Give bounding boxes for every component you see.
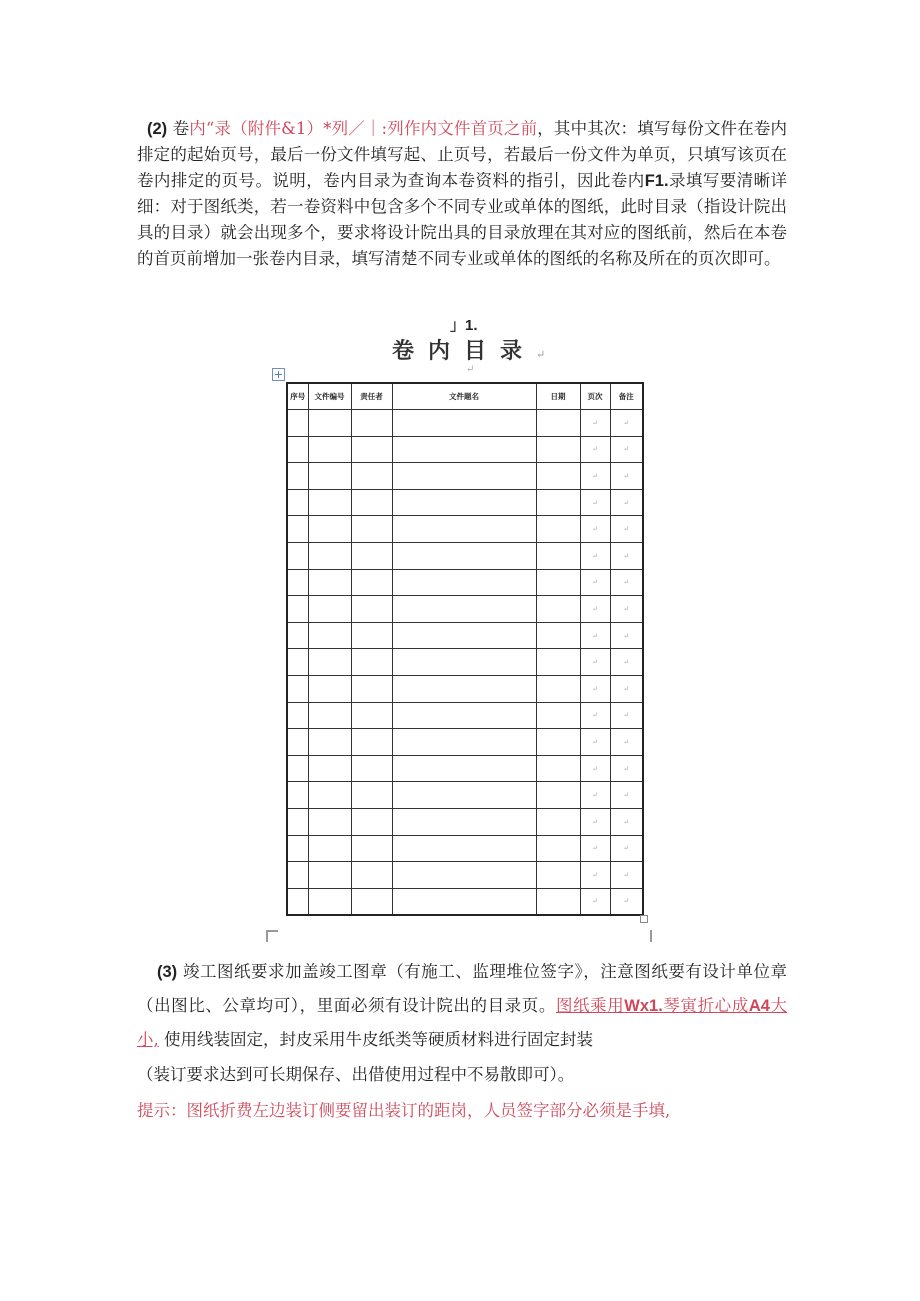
table-cell [287, 436, 308, 463]
table-cell [536, 675, 580, 702]
table-row [287, 436, 643, 463]
table-cell [392, 755, 536, 782]
binding-note: （装订要求达到可长期保存、出借使用过程中不易散即可）。 [137, 1065, 575, 1084]
table-row [287, 622, 643, 649]
column-header: 备注 [610, 383, 643, 410]
table-cell [287, 782, 308, 809]
table-cell [392, 675, 536, 702]
table-cell: ↵ [580, 729, 610, 756]
table-row [287, 410, 643, 437]
table-cell [536, 489, 580, 516]
table-cell [536, 782, 580, 809]
column-header: 序号 [287, 383, 308, 410]
table-cell [351, 808, 392, 835]
table-cell: ↵ [610, 808, 643, 835]
table-cell [392, 862, 536, 889]
table-cell [308, 782, 351, 809]
table-cell [287, 463, 308, 490]
table-cell [536, 835, 580, 862]
table-cell: ↵ [580, 649, 610, 676]
table-cell: ↵ [610, 596, 643, 623]
table-cell [351, 755, 392, 782]
table-cell [351, 596, 392, 623]
table-cell [392, 489, 536, 516]
table-cell [392, 702, 536, 729]
table-cell [392, 649, 536, 676]
table-cell: ↵ [580, 410, 610, 437]
table-cell [308, 463, 351, 490]
table-cell [351, 888, 392, 915]
table-cell [392, 782, 536, 809]
section-2-paragraph [137, 116, 787, 272]
table-row [287, 569, 643, 596]
section-3-number: (3) [157, 963, 178, 981]
table-cell: ↵ [580, 622, 610, 649]
catalog-table [286, 382, 644, 916]
section-3-red-text-2: 琴寅折心成 [662, 996, 749, 1015]
table-row [287, 808, 643, 835]
table-cell [308, 649, 351, 676]
table-cell: ↵ [610, 649, 643, 676]
table-cell [351, 862, 392, 889]
table-cell [287, 808, 308, 835]
table-cell [392, 569, 536, 596]
table-cell [392, 622, 536, 649]
section-3-red-code-2: A4 [748, 997, 770, 1015]
table-cell [308, 835, 351, 862]
table-resize-handle[interactable] [640, 915, 648, 923]
table-cell [308, 542, 351, 569]
table-cell [536, 649, 580, 676]
table-cell [351, 463, 392, 490]
table-cell [287, 888, 308, 915]
table-cell [536, 862, 580, 889]
table-cell [287, 542, 308, 569]
table-row [287, 755, 643, 782]
table-move-handle-icon[interactable]: + [273, 368, 284, 381]
table-cell [392, 542, 536, 569]
table-cell [308, 436, 351, 463]
table-cell [351, 649, 392, 676]
table-cell: ↵ [610, 410, 643, 437]
table-cell [536, 755, 580, 782]
table-cell [351, 516, 392, 543]
table-cell [308, 675, 351, 702]
table-cell: ↵ [610, 755, 643, 782]
table-cell [392, 835, 536, 862]
table-cell [392, 596, 536, 623]
table-cell [287, 729, 308, 756]
table-cell: ↵ [610, 729, 643, 756]
table-cell [308, 808, 351, 835]
table-cell: ↵ [580, 782, 610, 809]
table-cell [308, 516, 351, 543]
table-cell [536, 729, 580, 756]
section-2-red-text: 内“录（附件&1）*列／｜:列作内文件首页之前 [189, 119, 538, 138]
table-cell [351, 622, 392, 649]
table-cell [392, 463, 536, 490]
section-2-tail: 录填写要清晰详细：对于图纸类，若一卷资料中包含多个不同专业或单体的图纸，此时目录（指设计院出具的目录）就会出现多个，要求将设计院出具的目录放理在其对应的图纸前，然后在本卷的首页前增加一张卷内目录，填写清楚不同专业或单体的图纸的名称及所在的页次即可。 [137, 171, 788, 268]
table-cell: ↵ [580, 489, 610, 516]
table-cell [392, 729, 536, 756]
table-cell [536, 622, 580, 649]
table-row [287, 463, 643, 490]
table-cell: ↵ [610, 436, 643, 463]
table-cell [351, 702, 392, 729]
table-cell: ↵ [610, 463, 643, 490]
table-cell [392, 808, 536, 835]
section-2-code: F1. [644, 172, 669, 190]
table-cell: ↵ [580, 516, 610, 543]
table-body [287, 410, 643, 916]
table-cell [351, 675, 392, 702]
figure-catalog [262, 312, 656, 944]
table-cell [287, 755, 308, 782]
table-cell: ↵ [580, 702, 610, 729]
section-3-text: 竣工图纸要求加盖竣工图章（有施工、监理堆位签字》，注意图纸要有设计单位章（出图比、公章均可），里面必须有设计院出的目录页。 [137, 962, 787, 1015]
table-cell [287, 410, 308, 437]
table-row [287, 729, 643, 756]
column-header: 页次 [580, 383, 610, 410]
table-cell [351, 782, 392, 809]
tip-text: 提示：图纸折费左边装订侧要留出装订的距岗，人员签字部分必须是手填, [137, 1101, 671, 1120]
table-cell: ↵ [610, 862, 643, 889]
table-row [287, 596, 643, 623]
table-header-row [287, 383, 643, 410]
section-2-body: ，其中其次：填写每份文件在卷内排定的起始页号，最后一份文件填写起、止页号，若最后一份文件为单页，只填写该页在卷内排定的页号。说明，卷内目录为查询本卷资料的指引，因此卷内 [137, 119, 788, 190]
table-cell [308, 888, 351, 915]
table-cell [308, 622, 351, 649]
table-cell [308, 755, 351, 782]
table-cell [351, 410, 392, 437]
table-cell [392, 410, 536, 437]
table-row [287, 542, 643, 569]
table-cell [536, 569, 580, 596]
table-cell: ↵ [580, 675, 610, 702]
table-cell: ↵ [610, 888, 643, 915]
table-cell [392, 888, 536, 915]
table-cell [287, 569, 308, 596]
section-2-lead: 卷 [167, 119, 190, 138]
table-cell [351, 436, 392, 463]
column-header: 文件编号 [308, 383, 351, 410]
table-cell [536, 542, 580, 569]
table-cell: ↵ [580, 542, 610, 569]
table-cell [287, 649, 308, 676]
table-cell: ↵ [580, 596, 610, 623]
table-row [287, 516, 643, 543]
table-cell [287, 596, 308, 623]
table-cell: ↵ [580, 755, 610, 782]
table-row [287, 649, 643, 676]
table-cell [392, 516, 536, 543]
table-row [287, 675, 643, 702]
table-cell [308, 410, 351, 437]
table-cell [536, 516, 580, 543]
table-row [287, 862, 643, 889]
table-cell [287, 675, 308, 702]
table-cell: ↵ [610, 489, 643, 516]
table-cell [536, 888, 580, 915]
table-row [287, 489, 643, 516]
table-cell [287, 489, 308, 516]
figure-title-text: 卷内目录 [392, 338, 537, 364]
table-cell [351, 569, 392, 596]
table-cell [287, 862, 308, 889]
table-cell: ↵ [580, 862, 610, 889]
table-cell [536, 410, 580, 437]
table-cell [536, 596, 580, 623]
title-return-mark: ↵ [536, 348, 546, 361]
section-3-paragraph [137, 955, 787, 1056]
section-2-number: (2) [147, 120, 168, 138]
table-cell: ↵ [580, 463, 610, 490]
section-3-red-text: 图纸乘用 [555, 996, 625, 1015]
column-header: 文件题名 [392, 383, 536, 410]
section-3-text-2: 使用线装固定，封皮采用牛皮纸类等硬质材料进行固定封装 [158, 1030, 593, 1049]
page-corner-mark [650, 930, 662, 942]
table-cell [392, 436, 536, 463]
table-cell [351, 835, 392, 862]
table-cell [536, 436, 580, 463]
table-cell [351, 729, 392, 756]
table-cell [287, 702, 308, 729]
paragraph-mark: ↵ [466, 364, 475, 375]
table-cell [536, 702, 580, 729]
table-cell: ↵ [580, 436, 610, 463]
table-cell [351, 489, 392, 516]
table-cell [536, 463, 580, 490]
table-cell [308, 596, 351, 623]
table-cell [308, 489, 351, 516]
table-cell: ↵ [610, 516, 643, 543]
table-row [287, 782, 643, 809]
table-cell: ↵ [610, 702, 643, 729]
section-3-red-text-3: 大小, [137, 996, 788, 1049]
page-corner-mark [266, 930, 278, 942]
table-cell: ↵ [610, 675, 643, 702]
table-cell [308, 702, 351, 729]
table-cell: ↵ [610, 569, 643, 596]
table-cell: ↵ [610, 782, 643, 809]
table-row [287, 835, 643, 862]
table-cell: ↵ [580, 569, 610, 596]
column-header: 日期 [536, 383, 580, 410]
table-cell: ↵ [580, 835, 610, 862]
table-cell [308, 569, 351, 596]
table-cell [287, 516, 308, 543]
table-cell: ↵ [610, 542, 643, 569]
column-header: 责任者 [351, 383, 392, 410]
section-3-red-code: Wx1. [624, 997, 663, 1015]
table-cell [351, 542, 392, 569]
table-cell: ↵ [580, 808, 610, 835]
figure-number: 」1. [450, 317, 478, 334]
table-row [287, 702, 643, 729]
table-cell: ↵ [610, 835, 643, 862]
table-cell: ↵ [610, 622, 643, 649]
table-cell [287, 835, 308, 862]
table-cell [308, 862, 351, 889]
table-cell: ↵ [580, 888, 610, 915]
table-cell [536, 808, 580, 835]
table-cell [308, 729, 351, 756]
table-row [287, 888, 643, 915]
table-cell [287, 622, 308, 649]
figure-title [392, 334, 545, 365]
